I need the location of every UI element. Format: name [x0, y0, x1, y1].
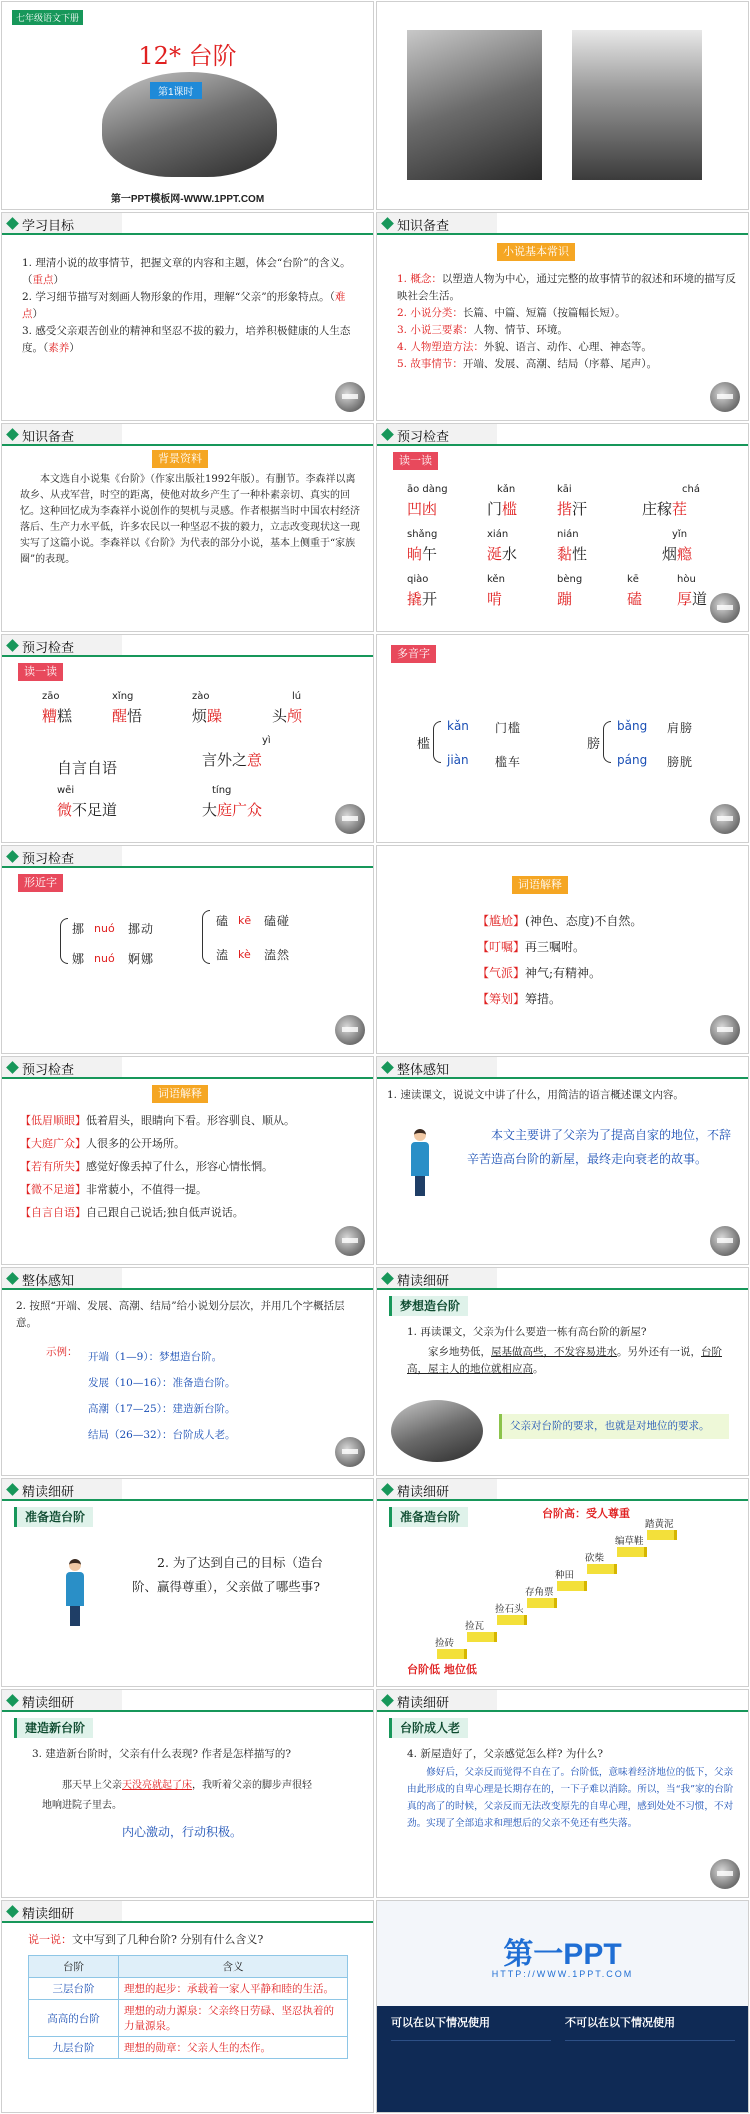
brand-icon: [710, 382, 740, 412]
word-item: [487, 484, 517, 519]
answer: 家乡地势低，屋基做高些，不发容易进水。另外还有一说，台阶高，屋主人的地位就相应高。: [407, 1346, 722, 1375]
slide-read-1[interactable]: [376, 423, 749, 632]
slide-vocab-1[interactable]: [376, 845, 749, 1054]
brace: [202, 910, 210, 964]
hanzi: 糟糕: [42, 707, 73, 725]
pinyin: kè: [238, 948, 251, 961]
steps-table: 台阶 含义 三层台阶 理想的起步：承载着一家人平静和睦的生活。 高高的台阶 理想的动力源泉：父亲终日劳碌、坚忍执着的力量源泉。 九层台阶 理想的勋章：父亲人生的杰作。: [28, 1955, 348, 2059]
char: 挪: [72, 922, 86, 936]
slide-photos[interactable]: [376, 1, 749, 210]
stair-label: 砍柴: [585, 1553, 605, 1564]
hanzi: 啃: [487, 590, 503, 608]
pinyin: kāi: [557, 484, 572, 495]
word-item: [112, 691, 142, 726]
cannot-use-title: 不可以在以下情况使用: [565, 2017, 675, 2029]
stair-step: [527, 1598, 557, 1608]
pinyin: bǎng: [617, 719, 648, 733]
brand-icon: [335, 1437, 365, 1467]
slide-header: 精读细研: [2, 1479, 373, 1501]
slide-close-3[interactable]: [376, 1478, 749, 1687]
slide-read-2[interactable]: [1, 634, 374, 843]
hanzi: 庄稼茬: [642, 500, 688, 518]
word: 门槛: [495, 721, 522, 735]
word: 婀娜: [128, 952, 155, 966]
slide-overview-2[interactable]: [1, 1267, 374, 1476]
word: 挪动: [128, 922, 155, 936]
word-item: [642, 484, 700, 519]
slide-header: 精读细研: [377, 1268, 748, 1290]
can-use-list: [391, 2040, 551, 2104]
word-item: [42, 691, 72, 726]
similar-badge: 形近字: [18, 874, 63, 892]
slide-polyphone[interactable]: [376, 634, 749, 843]
question: 2. 按照“开端、发展、高潮、结局”给小说划分层次，并用几个字概括层意。: [16, 1300, 345, 1329]
slide-knowledge[interactable]: [376, 212, 749, 421]
pinyin: lú: [292, 691, 302, 702]
knowledge-list: 1. 概念：以塑造人物为中心，通过完整的故事情节的叙述和环境的描写反映社会生活。 2. 小说分类：长篇、中篇、短篇（按篇幅长短）。 3. 小说三要素：人物、情节、环境。 4. 人物塑造方法：外貌、语言、动作、心理、神态等。 5. 故事情节：开端、发展、高潮、结局（序幕、尾声）。: [397, 273, 736, 370]
section-banner: 词语解释: [152, 1085, 208, 1103]
char: 娜: [72, 952, 86, 966]
hanzi: 厚道: [677, 590, 708, 608]
stair-step: [437, 1649, 467, 1659]
section-banner: 词语解释: [512, 876, 568, 894]
brand-icon: [710, 1226, 740, 1256]
pinyin: kǎn: [447, 719, 469, 733]
stair-step: [647, 1530, 677, 1540]
slide-background[interactable]: [1, 423, 374, 632]
teacher-figure: [62, 1559, 88, 1629]
question: 3. 建造新台阶时，父亲有什么表现? 作者是怎样描写的?: [32, 1748, 291, 1760]
pinyin: bèng: [557, 574, 583, 585]
stair-label: 捡瓦: [465, 1621, 485, 1632]
slide-header: 学习目标: [2, 213, 373, 235]
lesson-button[interactable]: 第1课时: [150, 82, 202, 99]
hanzi: 凹凼: [407, 500, 438, 518]
brand-icon: [710, 1859, 740, 1889]
word-item: [407, 529, 437, 564]
pinyin: hòu: [677, 574, 696, 585]
word-item: [677, 574, 707, 609]
brand-icon: [335, 804, 365, 834]
stair-step: [497, 1615, 527, 1625]
word-item: [557, 484, 587, 519]
slide-header: 整体感知: [377, 1057, 748, 1079]
quote: 那天早上父亲天没亮就起了床，我听着父亲的脚步声很轻地响进院子里去。: [42, 1780, 312, 1811]
grade-tag: 七年级语文下册: [12, 10, 83, 25]
word: 肩膀: [667, 721, 694, 735]
background-text: 本文选自小说集《台阶》（作家出版社1992年版）。有删节。李森祥以离故乡、从戎军营，时空的距离，使他对故乡产生了一种朴素亲切、真实的回忆。这种回忆成为李森祥小说创作的契机与灵感。作者根据当时中国农村经济落后、生产力水平低，许多农民以一种坚忍不拔的毅力，立志改变现状这一现实写了这篇小说。李森祥以《台阶》为代表的部分小说，基本上侧重于“家族圈”的表现。: [20, 474, 360, 565]
word-item: [272, 691, 302, 726]
pinyin: kē: [238, 914, 252, 927]
slide-header: 精读细研: [2, 1690, 373, 1712]
hanzi: 撬开: [407, 590, 438, 608]
hanzi: 头颅: [272, 707, 303, 725]
word: 槛车: [495, 755, 522, 769]
brand-icon: [335, 382, 365, 412]
brace: [433, 721, 441, 763]
sub-heading: 梦想造台阶: [389, 1296, 468, 1316]
slide-header: 预习检查: [2, 1057, 373, 1079]
hanzi: 涎水: [487, 545, 518, 563]
brace: [60, 918, 68, 964]
pinyin: jiàn: [447, 753, 469, 767]
pinyin: nuó: [94, 922, 115, 935]
question: 2. 为了达到自己的目标（造台阶、赢得尊重），父亲做了哪些事?: [132, 1555, 323, 1594]
hanzi: 门槛: [487, 500, 518, 518]
read-badge: 读一读: [18, 663, 63, 681]
pinyin: kē: [627, 574, 639, 585]
pinyin: páng: [617, 753, 648, 767]
brand-url[interactable]: HTTP://WWW.1PPT.COM: [491, 1969, 634, 1979]
can-use-title: 可以在以下情况使用: [391, 2017, 490, 2029]
hanzi: 晌午: [407, 545, 438, 563]
brand-logo: 第一PPT: [503, 1938, 622, 1971]
pinyin: xǐng: [112, 691, 134, 702]
slide-goals[interactable]: [1, 212, 374, 421]
pinyin: nuó: [94, 952, 115, 965]
char: 磕: [216, 914, 230, 928]
pinyin: yì: [262, 735, 271, 746]
slide-close-1[interactable]: [376, 1267, 749, 1476]
pinyin: xián: [487, 529, 509, 540]
hanzi: 揩汗: [557, 500, 588, 518]
top-caption: 台阶高：受人尊重: [542, 1507, 630, 1520]
page-title: 12* 台阶: [138, 42, 237, 70]
example-label: 示例：: [46, 1346, 78, 1358]
goals-text: 1. 理清小说的故事情节，把握文章的内容和主题，体会“台阶”的含义。（重点） 2. 学习细节描写对刻画人物形象的作用，理解“父亲”的形象特点。（难点） 3. 感受父亲艰苦创业的精神和坚忍不拔的毅力，培养积极健康的人生态度。（素养）: [22, 257, 351, 354]
hanzi: 自言自语: [57, 759, 118, 777]
stair-label: 存角票: [525, 1587, 554, 1598]
slide-similar-chars[interactable]: [1, 845, 374, 1054]
stair-label: 捡砖: [435, 1638, 455, 1649]
brace: [603, 721, 611, 763]
pinyin: kěn: [487, 574, 505, 585]
stair-step: [587, 1564, 617, 1574]
word-item: [407, 574, 437, 609]
slide-header: 预习检查: [377, 424, 748, 446]
hanzi: 烦躁: [192, 707, 223, 725]
hanzi: 烟瘾: [662, 545, 693, 563]
word-item: [192, 691, 222, 726]
hanzi: 微不足道: [57, 801, 118, 819]
stair-step: [557, 1581, 587, 1591]
question: 1. 再读课文，父亲为什么要造一栋有高台阶的新屋?: [407, 1326, 647, 1338]
sub-heading: 建造新台阶: [14, 1718, 93, 1738]
pinyin: yǐn: [672, 529, 688, 540]
brand-icon: [335, 1226, 365, 1256]
vocab-list: 【尴尬】(神色、态度)不自然。 【叮嘱】再三嘱咐。 【气派】神气;有精神。 【筹划】筹措。: [477, 914, 643, 1006]
slide-header: 整体感知: [2, 1268, 373, 1290]
question: 4. 新屋造好了，父亲感觉怎么样? 为什么?: [407, 1748, 603, 1760]
brand-icon: [335, 1015, 365, 1045]
vocab-list: 【低眉顺眼】低着眉头，眼睛向下看。形容驯良、顺从。 【大庭广众】人很多的公开场所。 【若有所失】感觉好像丢掉了什么，形容心情怅惘。 【微不足道】非常藐小，不值得一提。 【自言自语】自己跟自己说话;独自低声说话。: [20, 1114, 295, 1219]
hanzi: 醒悟: [112, 707, 143, 725]
polyphone-badge: 多音字: [391, 645, 436, 663]
bottom-caption: 台阶低 地位低: [407, 1663, 477, 1676]
word-item: [662, 529, 692, 564]
word: 溘然: [264, 948, 291, 962]
pinyin: chá: [682, 484, 700, 495]
pinyin: āo dàng: [407, 484, 448, 495]
pinyin: [57, 743, 117, 757]
slide-header: 精读细研: [377, 1690, 748, 1712]
slide-header: 精读细研: [377, 1479, 748, 1501]
hanzi: 黏性: [557, 545, 588, 563]
slide-close-5[interactable]: [376, 1689, 749, 1898]
word-item: [557, 574, 582, 609]
pinyin: zāo: [42, 691, 60, 702]
sub-heading: 准备造台阶: [389, 1507, 468, 1527]
slide-header: 精读细研: [2, 1901, 373, 1923]
footer-text: 第一PPT模板网-WWW.1PPT.COM: [110, 194, 265, 205]
pinyin: tíng: [212, 785, 232, 796]
word-item: [627, 574, 642, 609]
slide-close-6[interactable]: [1, 1900, 374, 2113]
pinyin: shǎng: [407, 529, 438, 540]
slide-header: 预习检查: [2, 846, 373, 868]
slide-close-4[interactable]: [1, 1689, 374, 1898]
usage-panel: [377, 2006, 748, 2113]
stair-label: 编草鞋: [615, 1536, 644, 1547]
section-banner: 背景资料: [152, 450, 208, 468]
pinyin: qiào: [407, 574, 429, 585]
pinyin: zào: [192, 691, 210, 702]
stair-step: [467, 1632, 497, 1642]
word-item: [202, 785, 262, 820]
note-box: 父亲对台阶的要求，也就是对地位的要求。: [499, 1414, 729, 1439]
stair-step: [617, 1547, 647, 1557]
stair-label: 踏黄泥: [645, 1519, 674, 1530]
slide-vocab-2[interactable]: [1, 1056, 374, 1265]
prompt: 说一说：文中写到了几种台阶? 分别有什么含义?: [28, 1933, 264, 1946]
slide-header: 知识备查: [2, 424, 373, 446]
slide-overview-1[interactable]: [376, 1056, 749, 1265]
char: 膀: [587, 737, 602, 752]
hanzi: 言外之意: [202, 751, 263, 769]
old-house-photo: [407, 30, 542, 180]
word-item: [57, 743, 117, 778]
brand-icon: [710, 804, 740, 834]
word-item: [202, 735, 271, 770]
word-item: [487, 574, 505, 609]
house-photo: [391, 1400, 483, 1462]
answer: 本文主要讲了父亲为了提高自家的地位，不辞辛苦造高台阶的新屋，最终走向衰老的故事。: [467, 1128, 732, 1166]
slide-header: 知识备查: [377, 213, 748, 235]
word: 膀胱: [667, 755, 694, 769]
hanzi: 大庭广众: [202, 801, 263, 819]
word: 磕碰: [264, 914, 291, 928]
stair-label: 种田: [555, 1570, 575, 1581]
slide-end[interactable]: [376, 1900, 749, 2113]
slide-close-2[interactable]: [1, 1478, 374, 1687]
word-item: [487, 529, 517, 564]
char: 溘: [216, 948, 230, 962]
cannot-use-list: [565, 2040, 735, 2104]
hanzi: 蹦: [557, 590, 573, 608]
slide-cover[interactable]: [1, 1, 374, 210]
sub-heading: 准备造台阶: [14, 1507, 93, 1527]
brand-icon: [710, 593, 740, 623]
word-item: [557, 529, 587, 564]
hanzi: 磕: [627, 590, 643, 608]
read-badge: 读一读: [393, 452, 438, 470]
sub-heading: 台阶成人老: [389, 1718, 468, 1738]
answer: 修好后，父亲反而觉得不自在了。台阶低，意味着经济地位的低下，父亲由此形成的自卑心理是长期存在的，一下子难以消除。所以，当“我”家的台阶真的高了的时候，父亲反而无法改变原先的自卑心理，感到处处不习惯，不对劲。实现了全部追求和理想后的父亲不免还有些失落。: [407, 1767, 734, 1829]
question: 1. 速读课文，说说文中讲了什么，用简洁的语言概述课文内容。: [387, 1089, 684, 1101]
stair-label: 捡石头: [495, 1604, 524, 1615]
section-banner: 小说基本常识: [497, 243, 575, 261]
slide-header: 预习检查: [2, 635, 373, 657]
word-item: [407, 484, 448, 519]
pinyin: nián: [557, 529, 579, 540]
teacher-figure: [407, 1129, 433, 1199]
brand-icon: [710, 1015, 740, 1045]
answer: 内心激动，行动积极。: [122, 1825, 243, 1839]
pinyin: kǎn: [497, 484, 516, 495]
char: 槛: [417, 737, 432, 752]
pinyin: wēi: [57, 785, 75, 796]
stone-steps-photo: [572, 30, 702, 180]
word-item: [57, 785, 117, 820]
structure-list: 开端（1—9）：梦想造台阶。 发展（10—16）：准备造台阶。 高潮（17—25）：建造新台阶。 结局（26—32）：台阶成人老。: [88, 1351, 236, 1441]
